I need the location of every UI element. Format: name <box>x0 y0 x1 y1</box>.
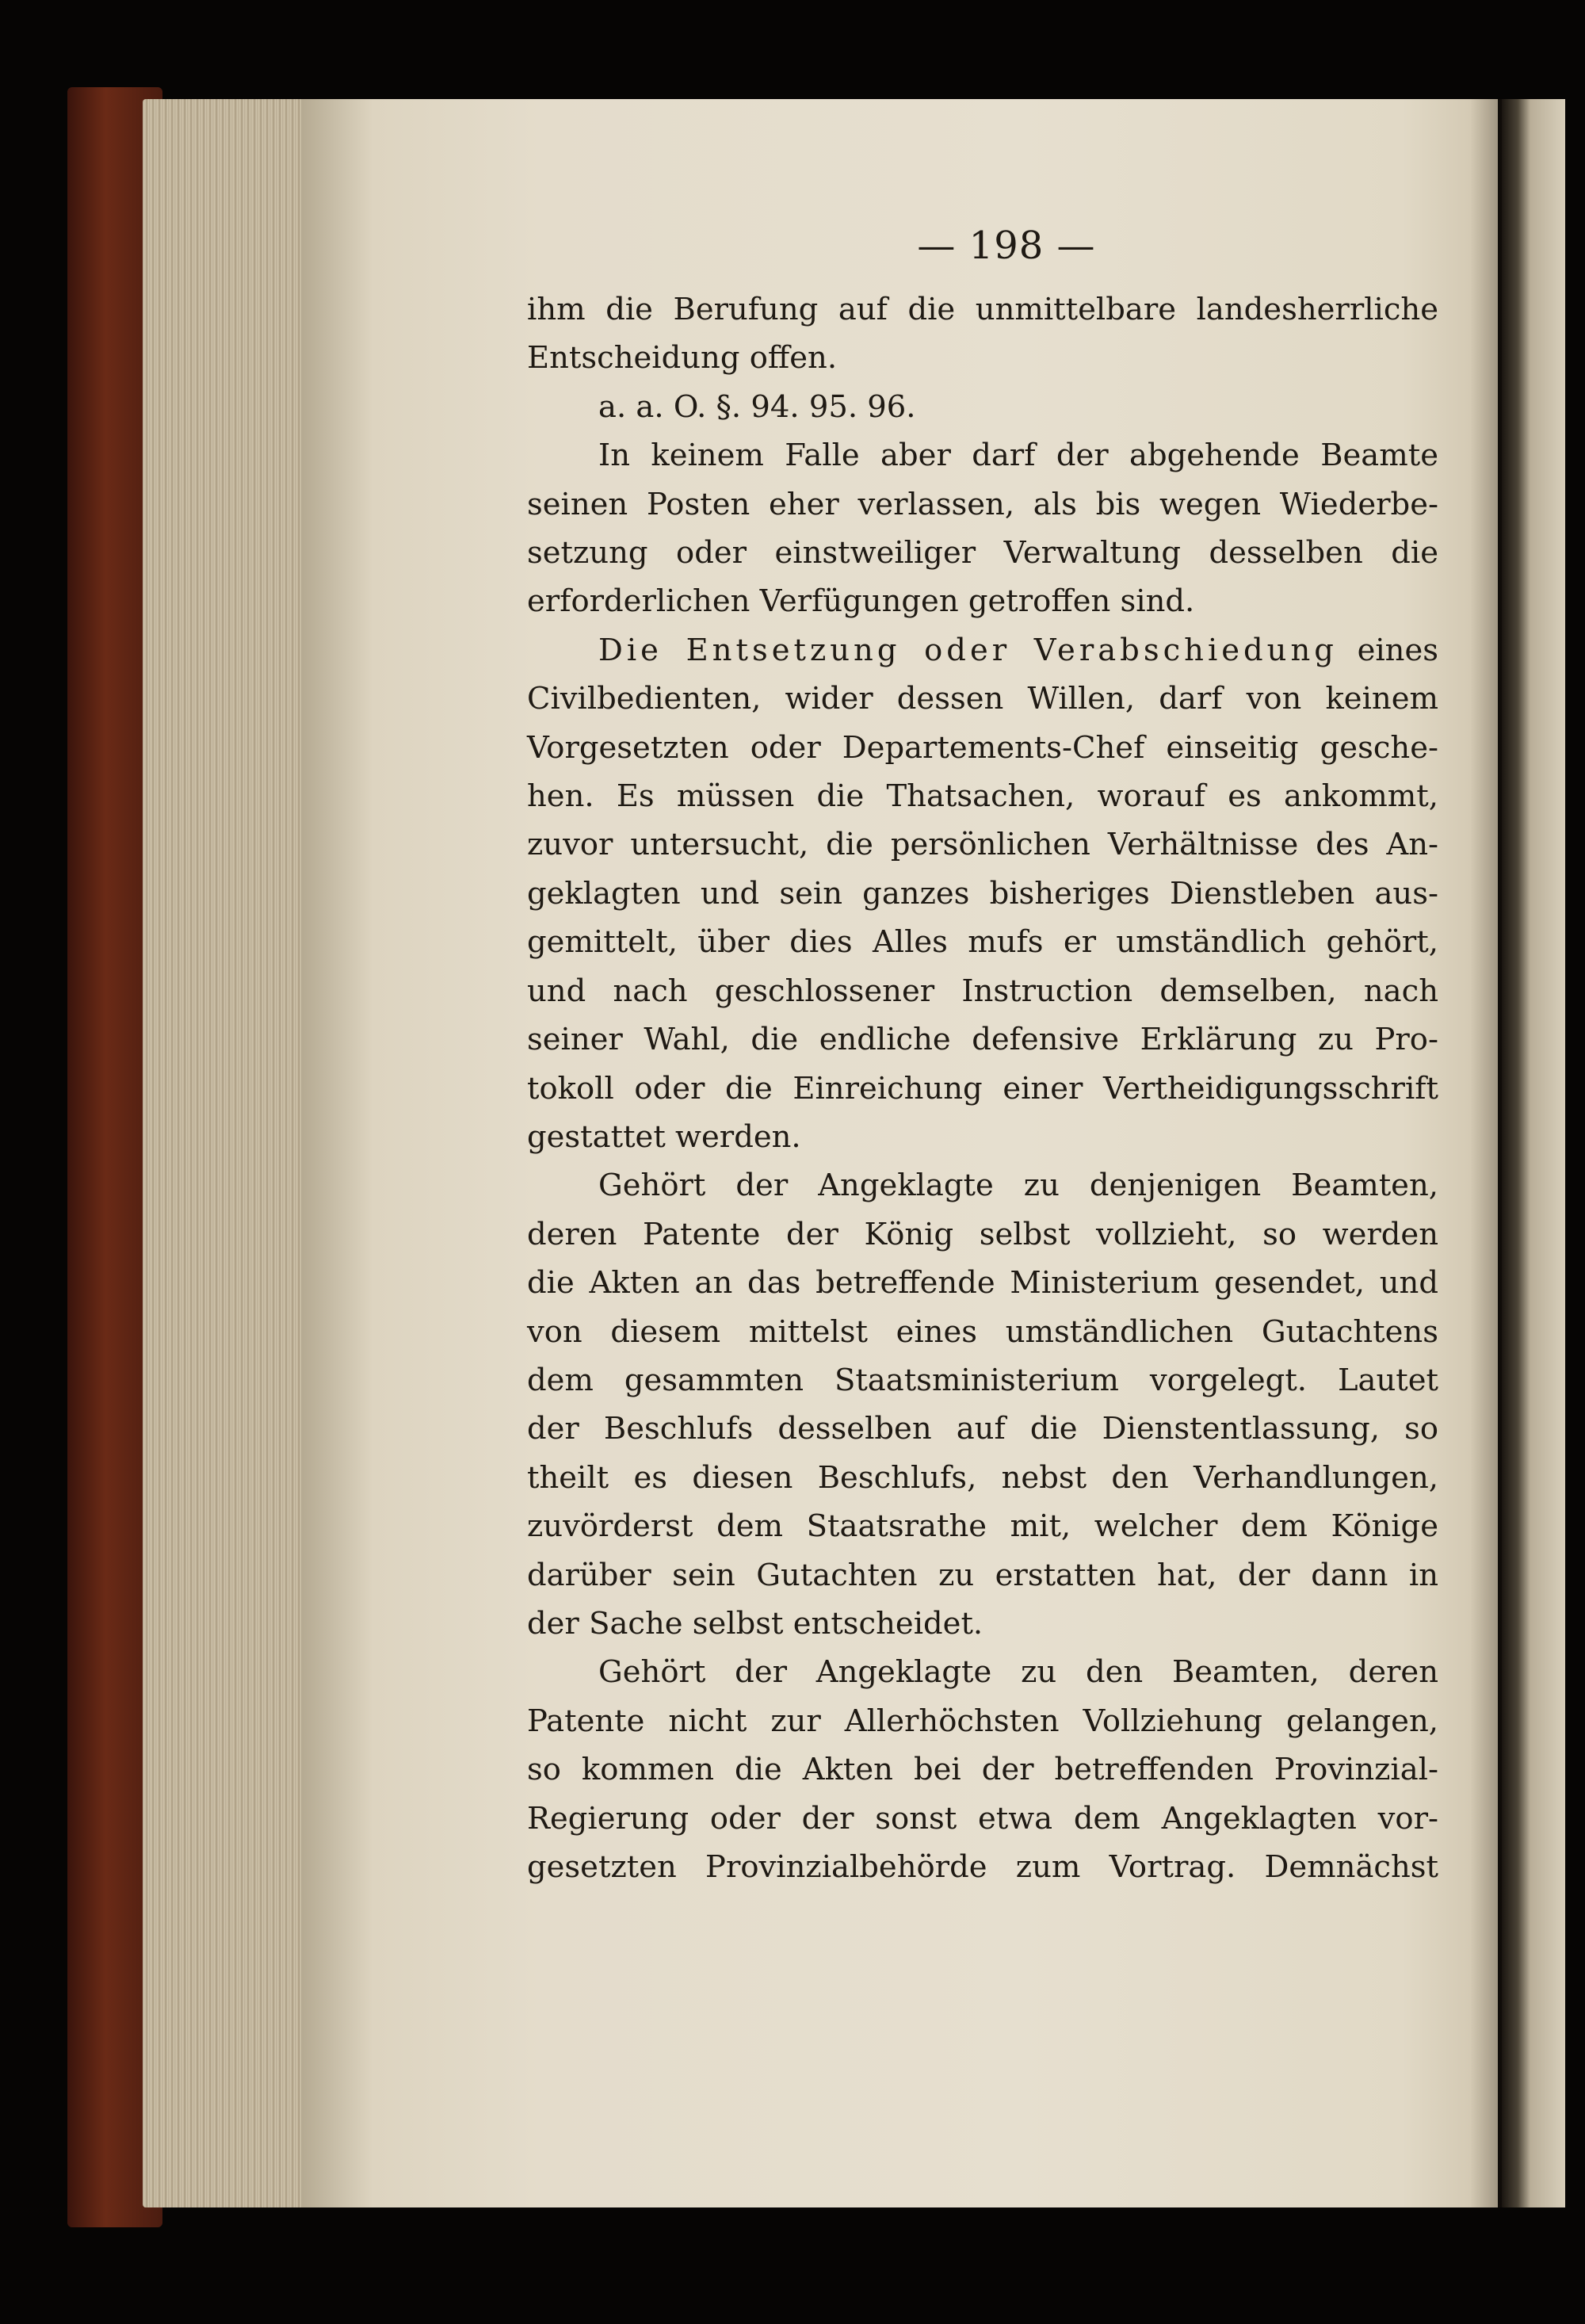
text-line: deren Patente der König selbst vollzieht, so werden <box>527 1216 1438 1252</box>
text-line: von diesem mittelst eines umständlichen Gutachtens <box>527 1313 1438 1350</box>
paragraph-start <box>527 626 1438 675</box>
text-line: die Akten an das betreffende Ministerium gesendet, und <box>527 1265 1438 1302</box>
text-line: der Sache selbst entscheidet. <box>527 1605 983 1642</box>
text-line: zuvörderst dem Staatsrathe mit, welcher dem Könige <box>527 1508 1438 1545</box>
text-line: gemittelt, über dies Alles mufs er umständlich gehört, <box>527 924 1438 961</box>
text-line: setzung oder einstweiliger Verwaltung desselben die <box>527 535 1438 571</box>
text-line: geklagten und sein ganzes bisheriges Dienstleben aus- <box>527 875 1438 912</box>
citation-line: a. a. O. §. 94. 95. 96. <box>598 388 916 425</box>
text-line: dem gesammten Staatsministerium vorgelegt. Lautet <box>527 1362 1438 1398</box>
text-line: ihm die Berufung auf die unmittelbare landesherrliche <box>527 292 1438 327</box>
text-line: hen. Es müssen die Thatsachen, worauf es ankommt, <box>527 778 1438 815</box>
text-line: Patente nicht zur Allerhöchsten Vollziehung gelangen, <box>527 1703 1438 1739</box>
gutter-shadow <box>1470 99 1506 2207</box>
text-line: erforderlichen Verfügungen getroffen sind. <box>527 583 1195 620</box>
page-text <box>527 222 1438 1891</box>
text-line: so kommen die Akten bei der betreffenden Provinzial- <box>527 1752 1438 1788</box>
paragraph-start: In keinem Falle aber darf der abgehende Beamte <box>598 438 1438 474</box>
text-line: seiner Wahl, die endliche defensive Erklärung zu Pro- <box>527 1022 1438 1058</box>
page-edges <box>143 99 309 2207</box>
text-line: Regierung oder der sonst etwa dem Angeklagten vor- <box>527 1800 1438 1837</box>
text-line: tokoll oder die Einreichung einer Vertheidigungsschrift <box>527 1070 1438 1107</box>
paragraph-start: Gehört der Angeklagte zu denjenigen Beamten, <box>598 1168 1438 1204</box>
paragraph-start: Gehört der Angeklagte zu den Beamten, deren <box>598 1654 1438 1691</box>
text-line: gestattet werden. <box>527 1118 801 1155</box>
text-line: Vorgesetzten oder Departements-Chef einseitig gesche- <box>527 729 1438 766</box>
text-line: und nach geschlossener Instruction demselben, nach <box>527 973 1438 1009</box>
page-number: — 198 — <box>917 224 1096 268</box>
text-line: Civilbedienten, wider dessen Willen, darf von keinem <box>527 681 1438 717</box>
text-line: darüber sein Gutachten zu erstatten hat, der dann in <box>527 1557 1438 1593</box>
emphasized-phrase: Die Entsetzung oder Verabschiedung <box>598 632 1338 668</box>
text-line: gesetzten Provinzialbehörde zum Vortrag. Demnächst <box>527 1849 1438 1885</box>
facing-page-edge <box>1502 99 1565 2207</box>
text-line: Entscheidung offen. <box>527 340 838 377</box>
text-fragment: eines <box>1357 632 1438 668</box>
text-line: seinen Posten eher verlassen, als bis wegen Wiederbe- <box>527 486 1438 522</box>
text-line: zuvor untersucht, die persönlichen Verhältnisse des An- <box>527 827 1438 863</box>
text-line: der Beschlufs desselben auf die Dienstentlassung, so <box>527 1411 1438 1447</box>
text-line: theilt es diesen Beschlufs, nebst den Verhandlungen, <box>527 1459 1438 1496</box>
